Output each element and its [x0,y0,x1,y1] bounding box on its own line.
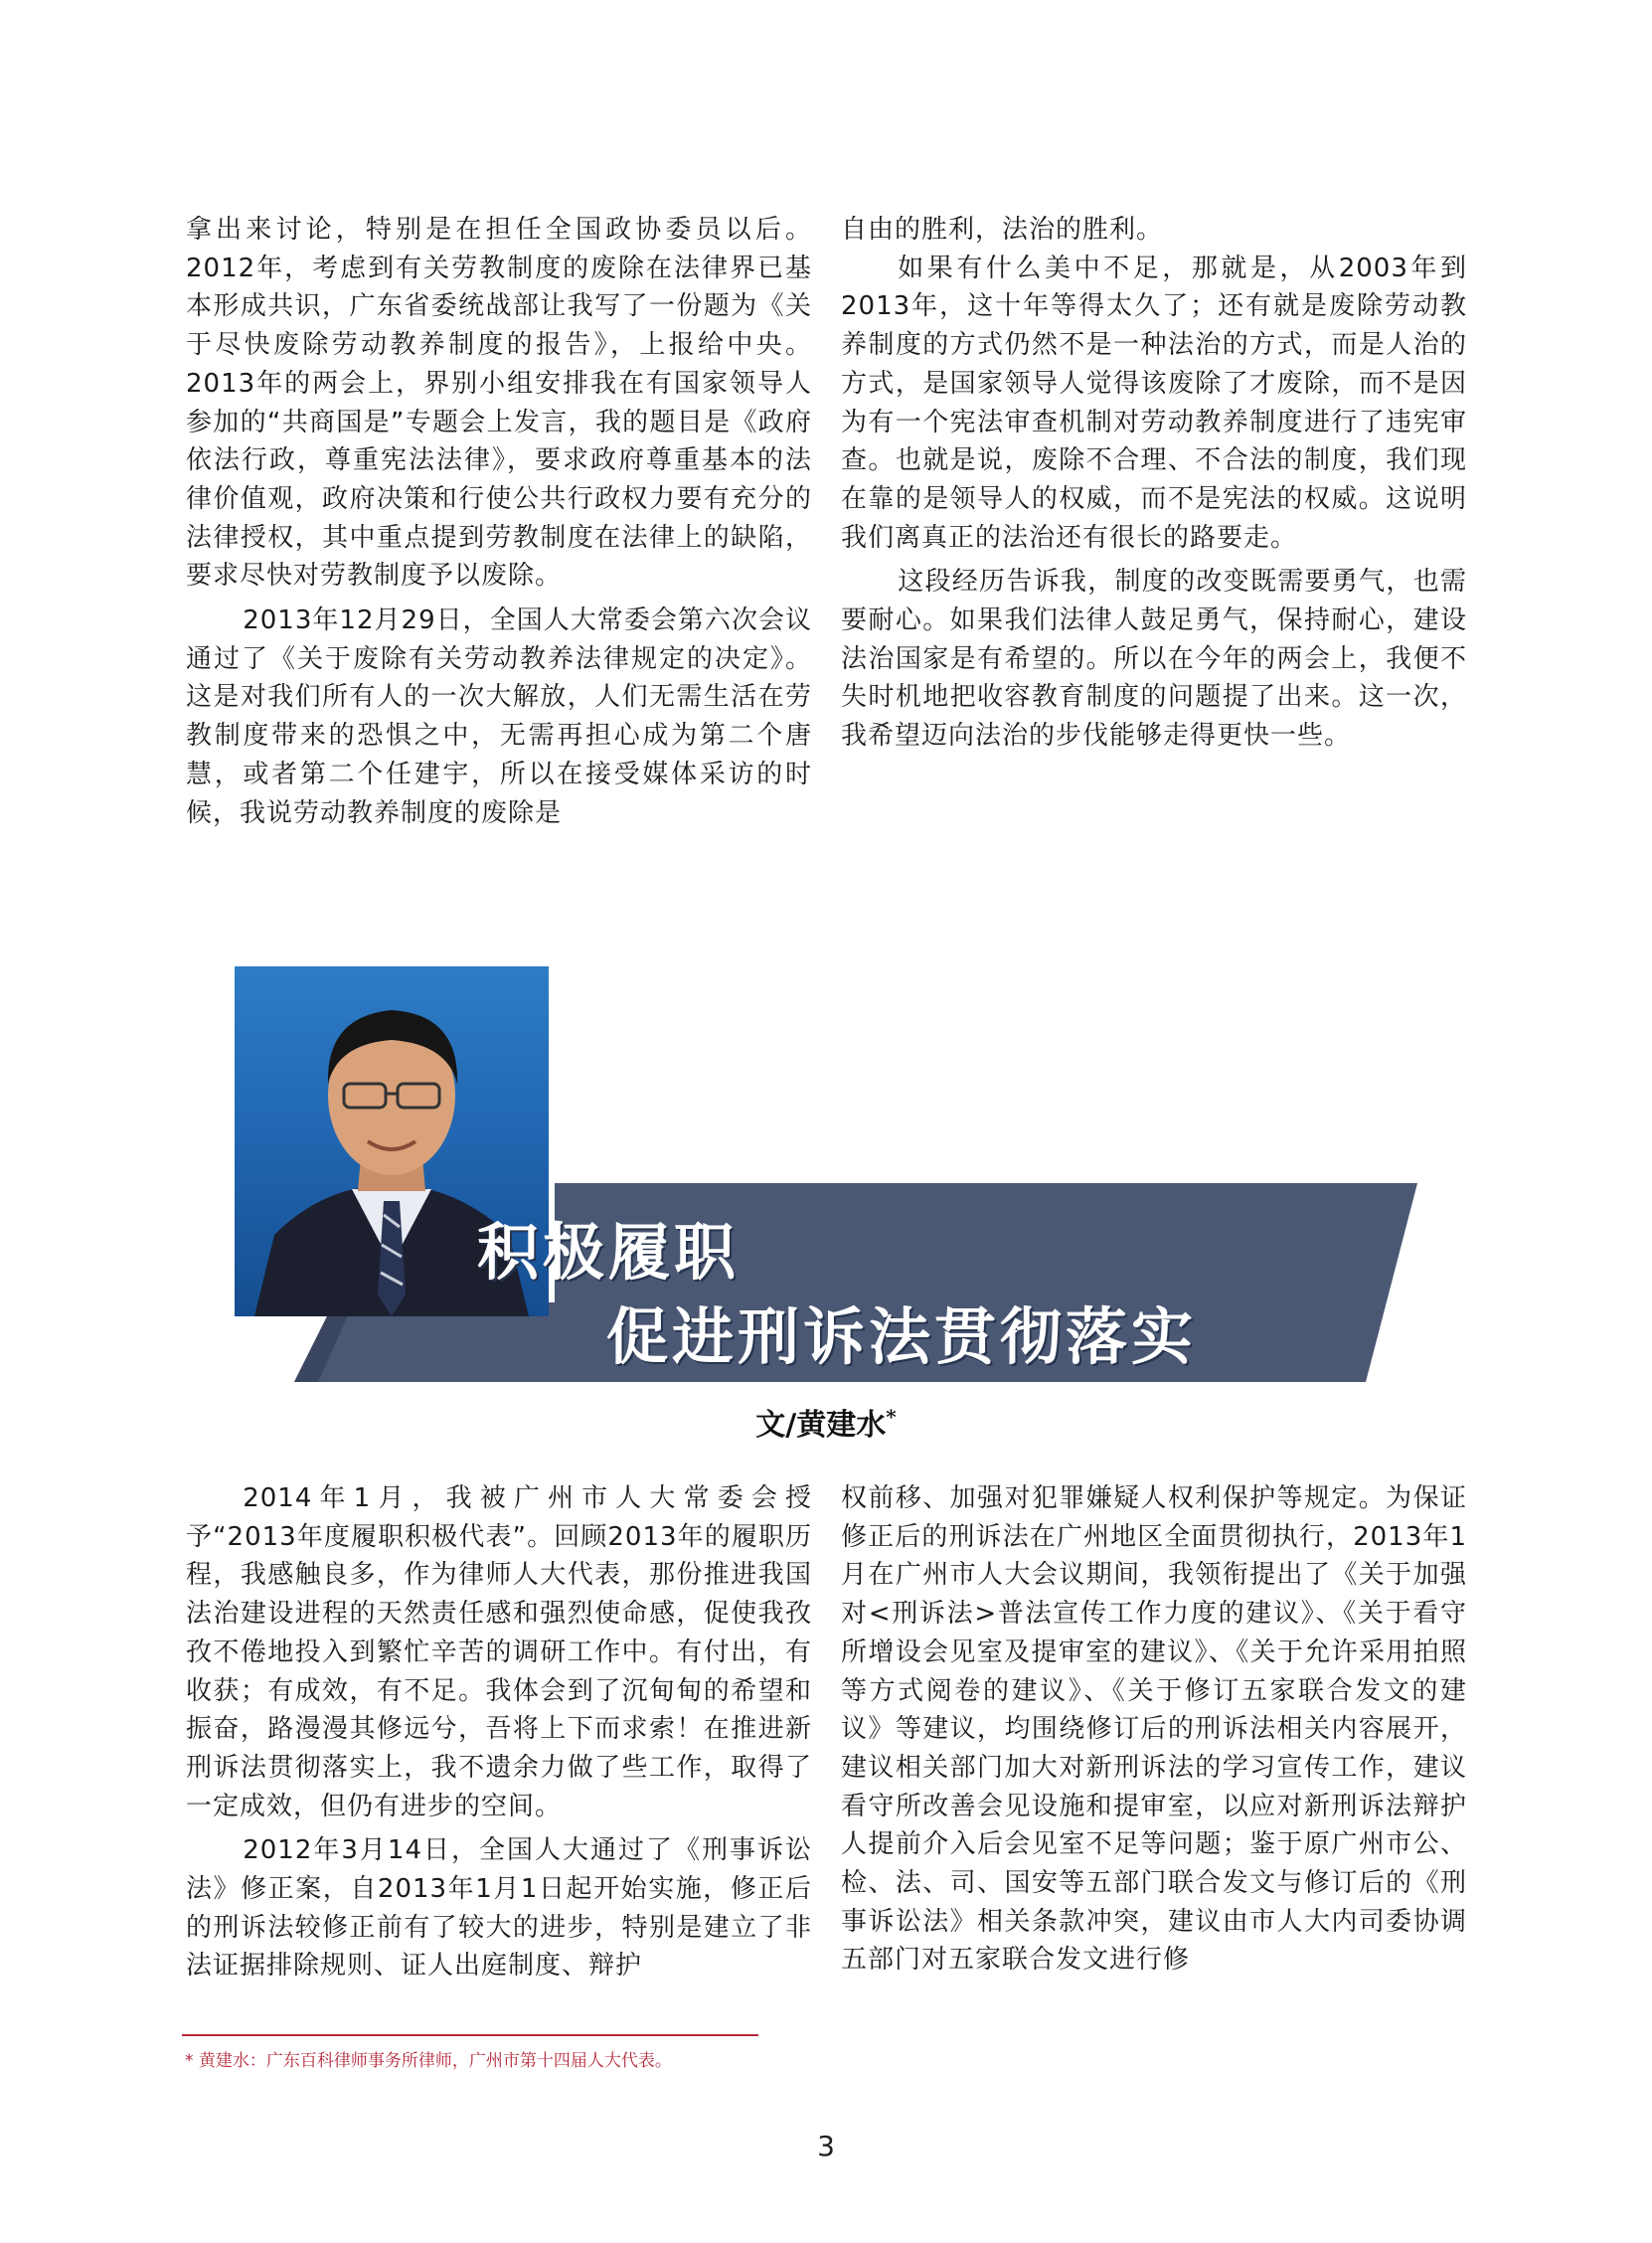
paragraph: 如果有什么美中不足，那就是，从2003年到2013年，这十年等得太久了；还有就是废除劳动教养制度的方式仍然不是一种法治的方式，而是人治的方式，是国家领导人觉得该废除了才废除，而不是因为有一个宪法审查机制对劳动教养制度进行了违宪审查。也就是说，废除不合理、不合法的制度，我们现在靠的是领导人的权威，而不是宪法的权威。这说明我们离真正的法治还有很长的路要走。 [841,253,1467,553]
article-title-line2: 促进刑诉法贯彻落实 [606,1300,1198,1373]
article-title-line1: 积极履职 [477,1216,741,1289]
paragraph: 2013年12月29日，全国人大常委会第六次会议通过了《关于废除有关劳动教养法律规定的决定》。这是对我们所有人的一次大解放，人们无需生活在劳教制度带来的恐惧之中，无需再担心成为第二个唐慧，或者第二个任建宇，所以在接受媒体采访的时候，我说劳动教养制度的废除是 [186,605,812,828]
footnote: * 黄建水：广东百科律师事务所律师，广州市第十四届人大代表。 [185,2051,672,2071]
footnote-rule [182,2034,758,2036]
paragraph: 这段经历告诉我，制度的改变既需要勇气，也需要耐心。如果我们法律人鼓足勇气，保持耐心，建设法治国家是有希望的。所以在今年的两会上，我便不失时机地把收容教育制度的问题提了出来。这一次，我希望迈向法治的步伐能够走得更快一些。 [841,567,1467,752]
paragraph: 2012年3月14日，全国人大通过了《刑事诉讼法》修正案，自2013年1月1日起开始实施，修正后的刑诉法较修正前有了较大的进步，特别是建立了非法证据排除规则、证人出庭制度、辩护 [186,1835,812,1982]
byline-footnote-mark: * [886,1405,897,1429]
paragraph: 2014年1月，我被广州市人大常委会授予“2013年度履职积极代表”。回顾2013年的履职历程，我感触良多，作为律师人大代表，那份推进我国法治建设进程的天然责任感和强烈使命感，促使我孜孜不倦地投入到繁忙辛苦的调研工作中。有付出，有收获；有成效，有不足。我体会到了沉甸甸的希望和振奋，路漫漫其修远兮，吾将上下而求索！在推进新刑诉法贯彻落实上，我不遗余力做了些工作，取得了一定成效，但仍有进步的空间。 [186,1483,812,1821]
prev-article-left-column [186,211,812,832]
prev-article-right-column [841,211,1467,756]
paragraph: 权前移、加强对犯罪嫌疑人权利保护等规定。为保证修正后的刑诉法在广州地区全面贯彻执行，2013年1月在广州市人大会议期间，我领衔提出了《关于加强对<刑诉法>普法宣传工作力度的建议》、《关于看守所增设会见室及提审室的建议》、《关于允许采用拍照等方式阅卷的建议》、《关于修订五家联合发文的建议》等建议，均围绕修订后的刑诉法相关内容展开，建议相关部门加大对新刑诉法的学习宣传工作，建议看守所改善会见设施和提审室，以应对新刑诉法辩护人提前介入后会见室不足等问题；鉴于原广州市公、检、法、司、国安等五部门联合发文与修订后的《刑事诉讼法》相关条款冲突，建议由市人大内司委协调五部门对五家联合发文进行修 [841,1483,1467,1976]
paragraph: 自由的胜利，法治的胜利。 [841,215,1164,245]
byline-author: 文/黄建水 [755,1408,887,1443]
page-number: 3 [817,2130,835,2162]
byline [0,1400,1652,1444]
paragraph: 拿出来讨论，特别是在担任全国政协委员以后。2012年，考虑到有关劳教制度的废除在法律界已基本形成共识，广东省委统战部让我写了一份题为《关于尽快废除劳动教养制度的报告》，上报给中央。2013年的两会上，界别小组安排我在有国家领导人参加的“共商国是”专题会上发言，我的题目是《政府依法行政，尊重宪法法律》，要求政府尊重基本的法律价值观，政府决策和行使公共行政权力要有充分的法律授权，其中重点提到劳教制度在法律上的缺陷，要求尽快对劳教制度予以废除。 [186,215,812,592]
article-left-column [186,1479,812,1985]
article-right-column [841,1479,1467,1980]
